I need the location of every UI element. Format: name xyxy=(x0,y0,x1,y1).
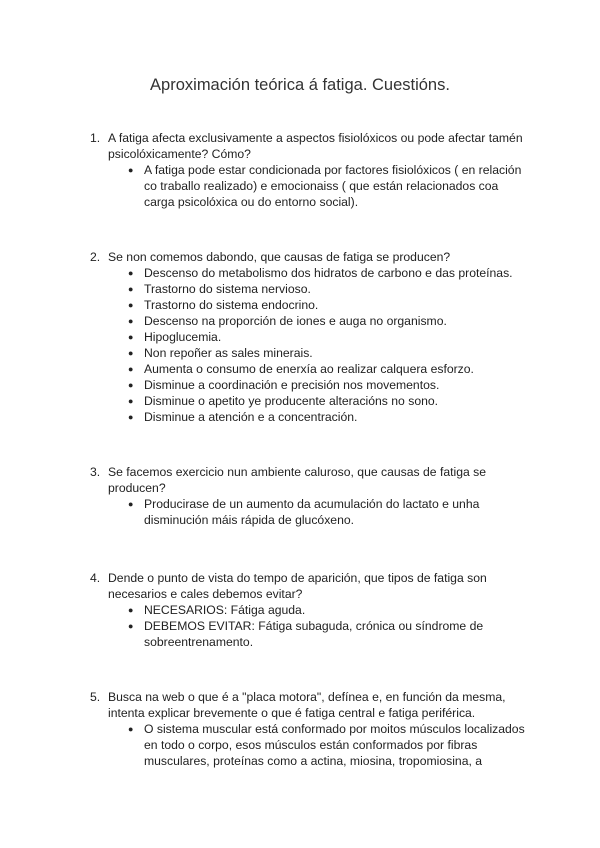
bullet-icon: ● xyxy=(128,316,134,326)
list-item: ● Non repoñer as sales minerais. xyxy=(128,346,313,360)
list-item: ● Descenso na proporción de iones e auga no organismo. xyxy=(128,314,447,328)
answer-list xyxy=(90,496,530,528)
bullet-icon: ● xyxy=(128,621,134,631)
list-item: ● Aumenta o consumo de enerxía ao realizar calquera esforzo. xyxy=(128,362,474,376)
list-item: ● Hipoglucemia. xyxy=(128,330,222,344)
list-item: ● O sistema muscular está conformado por moitos músculos localizados en todo o corpo, esos músculos están conformados por fibras musculares, proteínas como a actina, miosina, tropomiosina, a xyxy=(128,722,525,768)
list-item: ● Trastorno do sistema nervioso. xyxy=(128,282,311,296)
bullet-icon: ● xyxy=(128,396,134,406)
answer-list xyxy=(90,721,530,769)
list-item: ● Producirase de un aumento da acumulación do lactato e unha disminución máis rápida de glucóxeno. xyxy=(128,497,480,527)
bullet-icon: ● xyxy=(128,412,134,422)
question-number: 1. xyxy=(90,131,101,145)
bullet-icon: ● xyxy=(128,332,134,342)
list-item: ● A fatiga pode estar condicionada por factores fisiolóxicos ( en relación co traballo realizado) e emocionaiss ( que están relacionados coa carga psicolóxica ou do entorno social). xyxy=(128,163,522,209)
question-2 xyxy=(90,249,530,425)
list-item: ● Disminue a coordinación e precisión nos movementos. xyxy=(128,378,440,392)
question-5 xyxy=(90,689,530,769)
question-text: Dende o punto de vista do tempo de aparición, que tipos de fatiga son necesarios e cales debemos evitar? xyxy=(108,571,487,601)
bullet-icon: ● xyxy=(128,605,134,615)
bullet-icon: ● xyxy=(128,499,134,509)
answer-list xyxy=(90,162,530,210)
list-item: ● Trastorno do sistema endocrino. xyxy=(128,298,319,312)
bullet-icon: ● xyxy=(128,380,134,390)
bullet-icon: ● xyxy=(128,284,134,294)
list-item: ● Disminue o apetito ye producente alteracións no sono. xyxy=(128,394,439,408)
list-item: ● NECESARIOS: Fátiga aguda. xyxy=(128,603,306,617)
list-item: ● DEBEMOS EVITAR: Fátiga subaguda, crónica ou síndrome de sobreentrenamento. xyxy=(128,619,484,649)
bullet-icon: ● xyxy=(128,724,134,734)
question-4 xyxy=(90,570,530,650)
question-number: 2. xyxy=(90,250,101,264)
question-number: 5. xyxy=(90,690,101,704)
question-text: Busca na web o que é a "placa motora", defínea e, en función da mesma, intenta explicar brevemente o que é fatiga central e fatiga periférica. xyxy=(108,690,506,720)
question-text: A fatiga afecta exclusivamente a aspectos fisiolóxicos ou pode afectar tamén psicolóxicamente? Cómo? xyxy=(108,131,523,161)
question-number: 3. xyxy=(90,465,101,479)
bullet-icon: ● xyxy=(128,348,134,358)
question-3 xyxy=(90,464,530,528)
list-item: ● Disminue a atención e a concentración. xyxy=(128,410,358,424)
question-text: Se facemos exercicio nun ambiente caluroso, que causas de fatiga se producen? xyxy=(108,465,487,495)
page-title: Aproximación teórica á fatiga. Cuestións. xyxy=(150,76,450,94)
answer-list xyxy=(90,265,530,425)
bullet-icon: ● xyxy=(128,300,134,310)
bullet-icon: ● xyxy=(128,364,134,374)
bullet-icon: ● xyxy=(128,165,134,175)
question-number: 4. xyxy=(90,571,101,585)
bullet-icon: ● xyxy=(128,268,134,278)
list-item: ● Descenso do metabolismo dos hidratos de carbono e das proteínas. xyxy=(128,266,513,280)
question-1 xyxy=(90,130,530,210)
question-text: Se non comemos dabondo, que causas de fatiga se producen? xyxy=(108,250,451,264)
answer-list xyxy=(90,602,530,650)
